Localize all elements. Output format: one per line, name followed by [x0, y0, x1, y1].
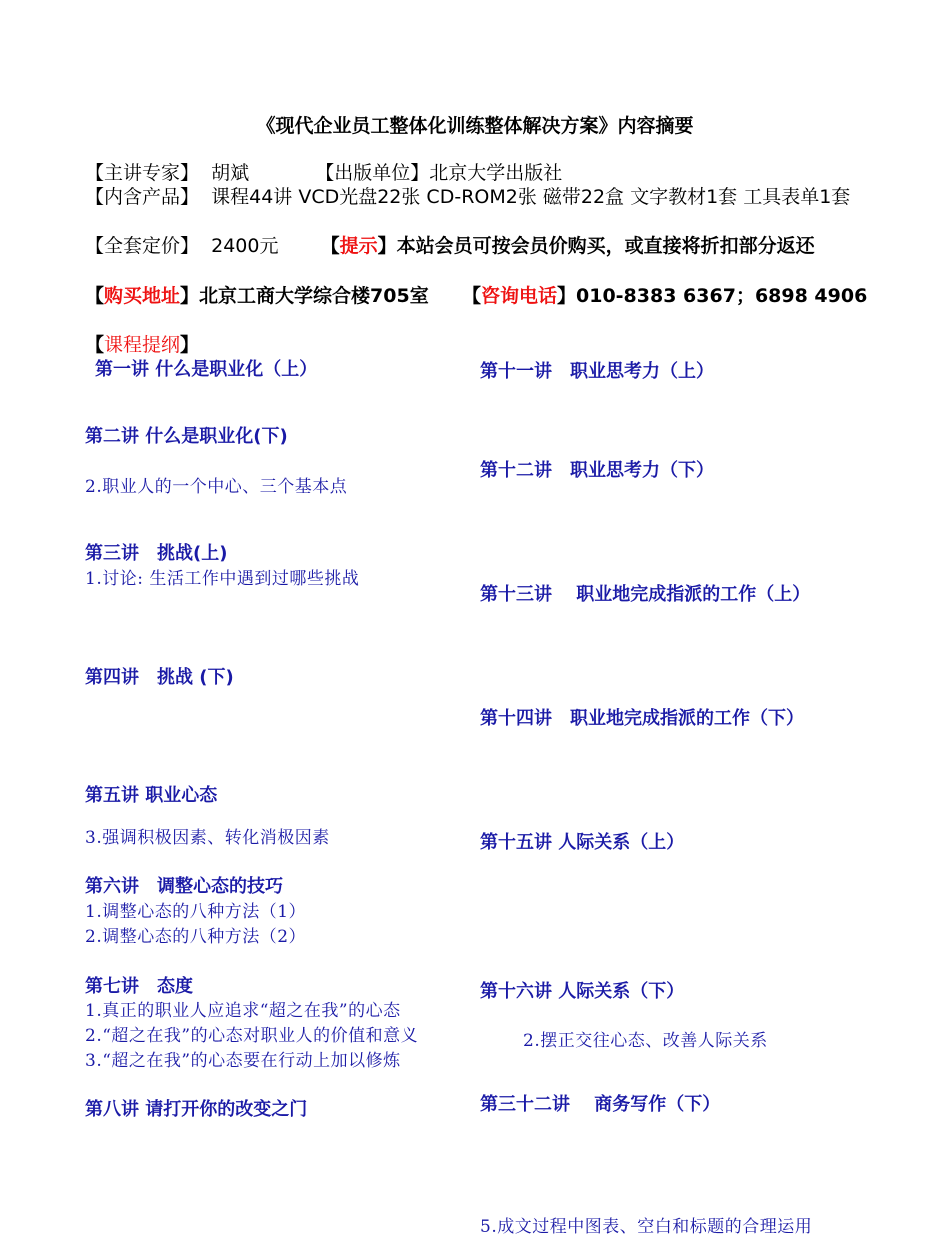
expert-label: 【主讲专家】 [85, 162, 200, 184]
outline-word: 课程提纲 [104, 334, 181, 356]
document-title: 《现代企业员工整体化训练整体解决方案》内容摘要 [256, 115, 694, 137]
lecture-13-heading: 第十三讲 职业地完成指派的工作（上） [480, 584, 811, 605]
info-price-line [85, 234, 875, 258]
publisher-value: 北京大学出版社 [429, 162, 563, 184]
address-value: 北京工商大学综合楼705室 [199, 285, 429, 307]
outline-open: 【 [85, 334, 105, 356]
info-products-line [85, 185, 875, 209]
lecture-14-heading: 第十四讲 职业地完成指派的工作（下） [480, 708, 804, 729]
lecture-32-item: 5.成文过程中图表、空白和标题的合理运用 [480, 1217, 813, 1237]
lecture-15-heading: 第十五讲 人际关系（上） [480, 832, 685, 853]
lecture-8-heading: 第八讲 请打开你的改变之门 [85, 1099, 308, 1120]
tip-close: 】 [377, 235, 397, 257]
tip-text: 本站会员可按会员价购买，或直接将折扣部分返还 [396, 235, 815, 257]
lecture-7-item-2: 2.“超之在我”的心态对职业人的价值和意义 [85, 1026, 419, 1046]
lecture-11-heading: 第十一讲 职业思考力（上） [480, 361, 714, 382]
phone-open: 【 [461, 285, 481, 307]
info-address-line [85, 284, 875, 308]
address-word: 购买地址 [104, 285, 181, 307]
products-label: 【内含产品】 [85, 186, 200, 208]
lecture-7-heading: 第七讲 态度 [85, 976, 193, 997]
lecture-7-item-1: 1.真正的职业人应追求“超之在我”的心态 [85, 1001, 401, 1021]
info-outline-line [85, 333, 875, 357]
lecture-3-item: 1.讨论: 生活工作中遇到过哪些挑战 [85, 569, 360, 589]
tip-open: 【 [320, 235, 340, 257]
lecture-2-heading: 第二讲 什么是职业化(下) [85, 426, 288, 447]
lecture-3-heading: 第三讲 挑战(上) [85, 543, 228, 564]
phone-value: 010-8383 6367；6898 4906 [576, 285, 868, 307]
outline-close: 】 [180, 334, 200, 356]
publisher-label: 【出版单位】 [315, 162, 430, 184]
lecture-6-item-1: 1.调整心态的八种方法（1） [85, 902, 307, 922]
address-open: 【 [85, 285, 105, 307]
tip-word: 提示 [339, 235, 378, 257]
lecture-5-item: 3.强调积极因素、转化消极因素 [85, 828, 330, 848]
products-value: 课程44讲 VCD光盘22张 CD-ROM2张 磁带22盒 文字教材1套 工具表单1套 [211, 186, 851, 208]
lecture-6-heading: 第六讲 调整心态的技巧 [85, 876, 283, 897]
lecture-6-item-2: 2.调整心态的八种方法（2） [85, 927, 307, 947]
phone-word: 咨询电话 [480, 285, 557, 307]
lecture-32-heading: 第三十二讲 商务写作（下） [480, 1094, 721, 1115]
lecture-4-heading: 第四讲 挑战 (下) [85, 667, 234, 688]
lecture-1-heading: 第一讲 什么是职业化（上） [95, 359, 318, 380]
lecture-16-item: 2.摆正交往心态、改善人际关系 [523, 1031, 768, 1051]
lecture-7-item-3: 3.“超之在我”的心态要在行动上加以修炼 [85, 1051, 401, 1071]
lecture-16-heading: 第十六讲 人际关系（下） [480, 981, 685, 1002]
info-expert-line [85, 161, 875, 185]
lecture-12-heading: 第十二讲 职业思考力（下） [480, 460, 714, 481]
lecture-5-heading: 第五讲 职业心态 [85, 785, 218, 806]
price-value: 2400元 [211, 235, 279, 257]
expert-value: 胡斌 [211, 162, 250, 184]
price-label: 【全套定价】 [85, 235, 200, 257]
phone-close: 】 [557, 285, 577, 307]
address-close: 】 [180, 285, 200, 307]
lecture-2-item: 2.职业人的一个中心、三个基本点 [85, 477, 348, 497]
